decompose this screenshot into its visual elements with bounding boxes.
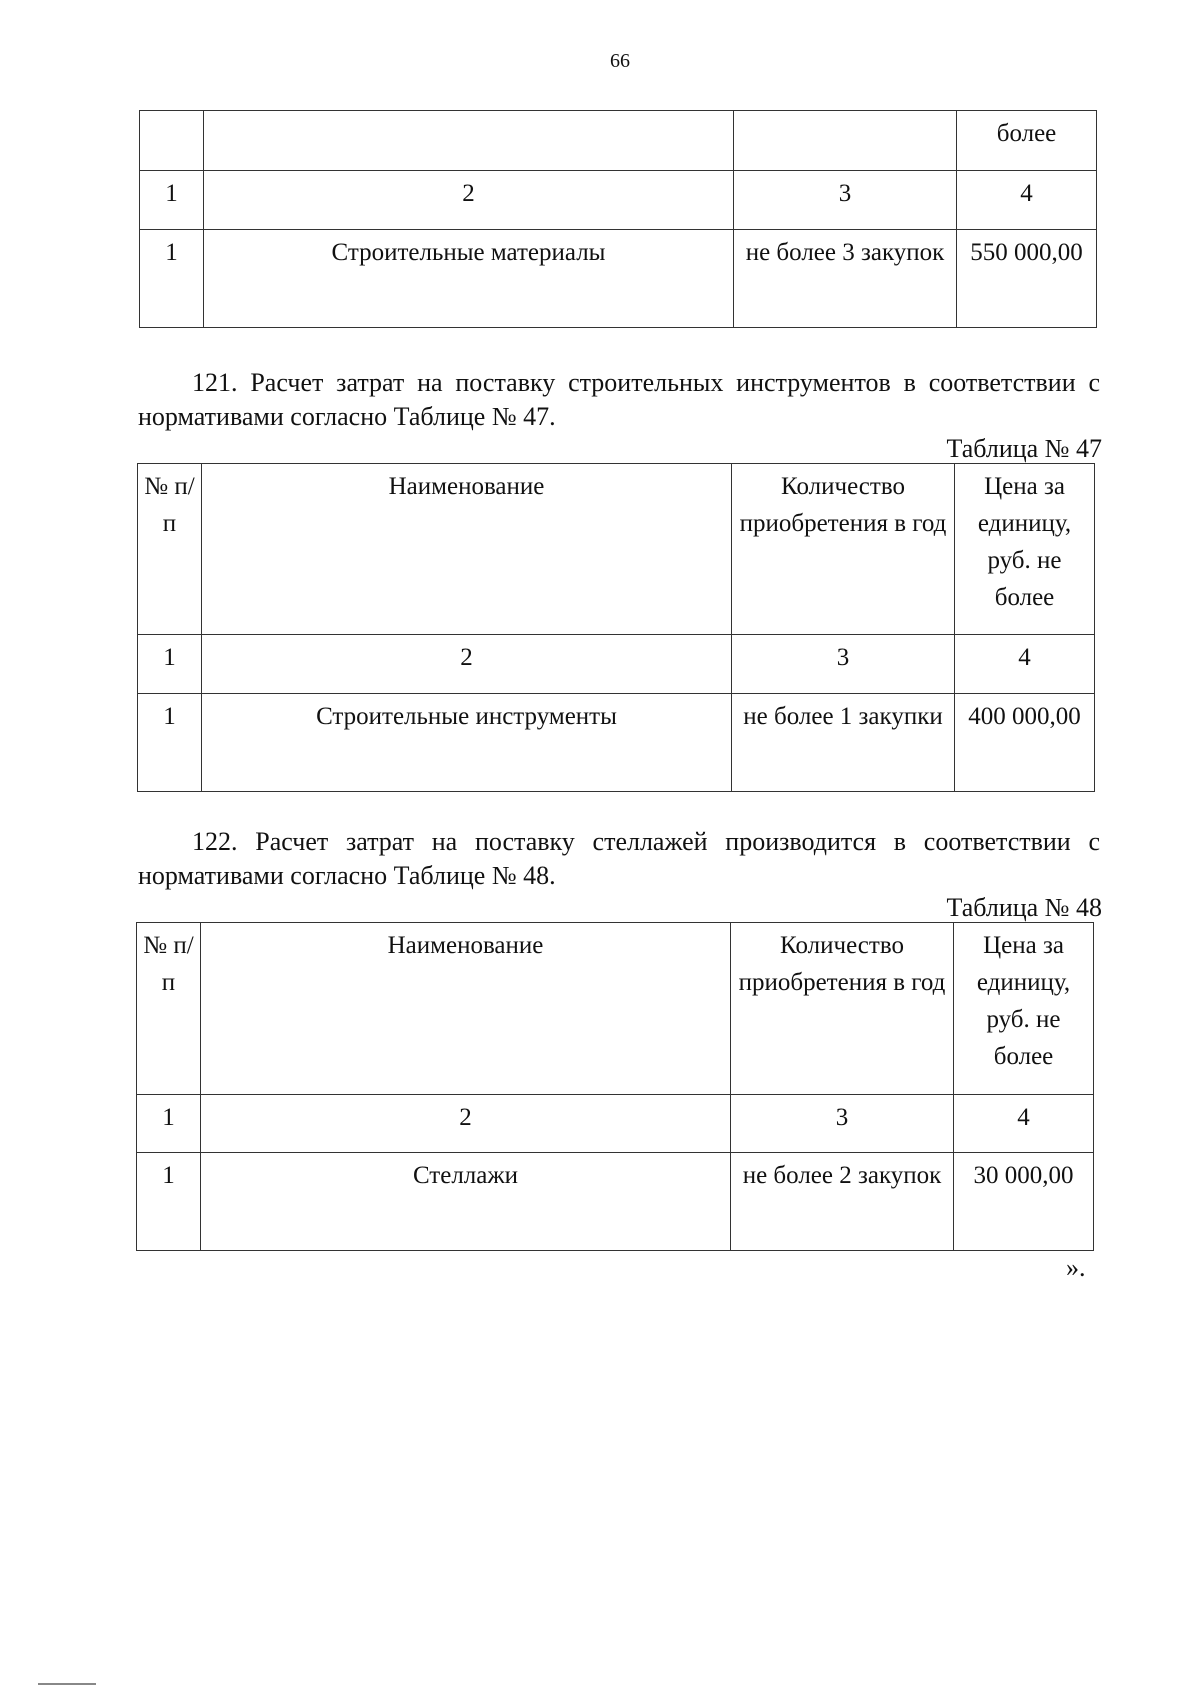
column-number-cell: 3 — [731, 1095, 954, 1153]
column-number-cell: 1 — [138, 635, 202, 694]
table-row — [140, 230, 1097, 328]
header-cell-quantity: Количество приобретения в год — [731, 923, 954, 1095]
header-cell-number: № п/п — [138, 464, 202, 635]
table-46-continued — [139, 110, 1097, 328]
column-number-cell: 1 — [137, 1095, 201, 1153]
column-number-cell: 1 — [140, 171, 204, 230]
row-number-cell: 1 — [137, 1153, 201, 1251]
price-cell: 30 000,00 — [954, 1153, 1094, 1251]
header-cell: более — [957, 111, 1097, 171]
paragraph-122: 122. Расчет затрат на поставку стеллажей производится в соответствии с нормативами согласно Таблице № 48. — [138, 827, 1100, 890]
row-number-cell: 1 — [140, 230, 204, 328]
column-number-row — [137, 1095, 1094, 1153]
item-name-cell: Стеллажи — [201, 1153, 731, 1251]
price-cell: 550 000,00 — [957, 230, 1097, 328]
column-number-cell: 2 — [202, 635, 732, 694]
quantity-cell: не более 2 закупок — [731, 1153, 954, 1251]
table-48 — [136, 922, 1094, 1251]
header-cell-price: Цена за единицу, руб. не более — [954, 923, 1094, 1095]
item-name-cell: Строительные материалы — [204, 230, 734, 328]
column-number-cell: 4 — [954, 1095, 1094, 1153]
header-cell — [204, 111, 734, 171]
header-cell — [734, 111, 957, 171]
header-cell-name: Наименование — [201, 923, 731, 1095]
quantity-cell: не более 1 закупки — [732, 694, 955, 792]
table-header-row — [137, 923, 1094, 1095]
column-number-row — [138, 635, 1095, 694]
column-number-cell: 2 — [204, 171, 734, 230]
header-cell-number: № п/п — [137, 923, 201, 1095]
paragraph-121: 121. Расчет затрат на поставку строительных инструментов в соответствии с нормативами согласно Таблице № 47. — [138, 368, 1100, 431]
header-cell-quantity: Количество приобретения в год — [732, 464, 955, 635]
table-row — [138, 694, 1095, 792]
table-header-row — [138, 464, 1095, 635]
closing-quote: ». — [1066, 1253, 1086, 1282]
column-number-row — [140, 171, 1097, 230]
quantity-cell: не более 3 закупок — [734, 230, 957, 328]
table-47-caption: Таблица № 47 — [946, 434, 1102, 463]
column-number-cell: 4 — [955, 635, 1095, 694]
item-name-cell: Строительные инструменты — [202, 694, 732, 792]
table-47 — [137, 463, 1095, 792]
column-number-cell: 4 — [957, 171, 1097, 230]
column-number-cell: 2 — [201, 1095, 731, 1153]
scan-edge-mark — [38, 1683, 96, 1685]
table-48-caption: Таблица № 48 — [946, 893, 1102, 922]
price-cell: 400 000,00 — [955, 694, 1095, 792]
header-cell — [140, 111, 204, 171]
page-number: 66 — [610, 50, 630, 72]
header-cell-name: Наименование — [202, 464, 732, 635]
row-number-cell: 1 — [138, 694, 202, 792]
header-cell-price: Цена за единицу, руб. не более — [955, 464, 1095, 635]
column-number-cell: 3 — [732, 635, 955, 694]
table-row — [137, 1153, 1094, 1251]
column-number-cell: 3 — [734, 171, 957, 230]
table-header-tail-row — [140, 111, 1097, 171]
